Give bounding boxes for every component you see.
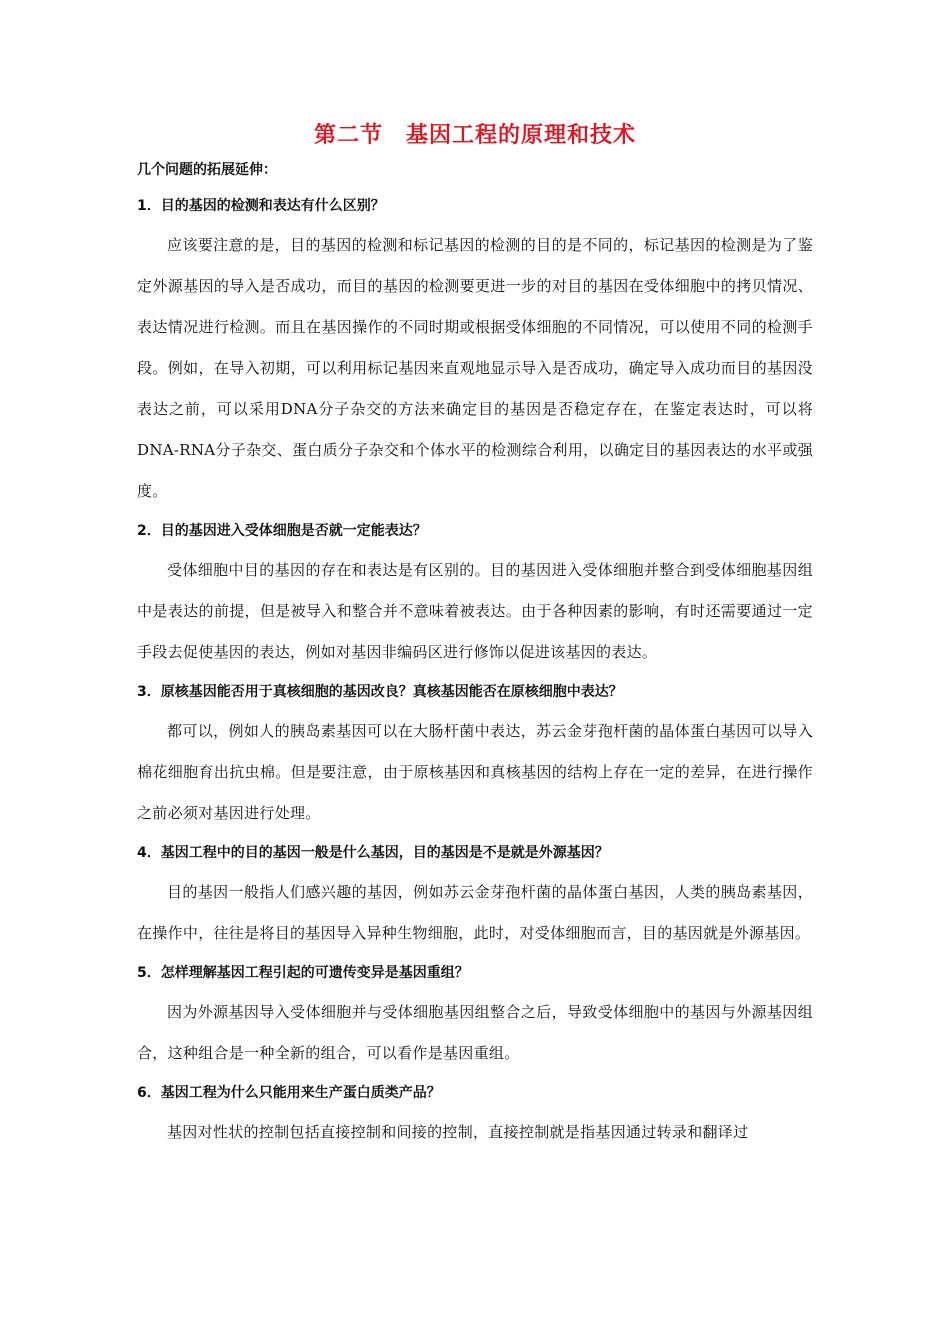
document-body — [137, 154, 813, 1153]
answer-paragraph: 因为外源基因导入受体细胞并与受体细胞基因组整合之后，导致受体细胞中的基因与外源基因组合，这种组合是一种全新的组合，可以看作是基因重组。 — [137, 1003, 813, 1062]
qa-section-1 — [137, 187, 813, 512]
page-title: 第二节 基因工程的原理和技术 — [313, 123, 636, 148]
question-heading: 6．基因工程为什么只能用来生产蛋白质类产品？ — [137, 1085, 441, 1101]
question-heading: 4．基因工程中的目的基因一般是什么基因，目的基因是不是就是外源基因？ — [137, 845, 609, 861]
answer-paragraph: 目的基因一般指人们感兴趣的基因，例如苏云金芽孢杆菌的晶体蛋白基因，人类的胰岛素基因，在操作中，往往是将目的基因导入异种生物细胞，此时，对受体细胞而言，目的基因就是外源基因。 — [137, 883, 813, 942]
answer-paragraph: 都可以，例如人的胰岛素基因可以在大肠杆菌中表达，苏云金芽孢杆菌的晶体蛋白基因可以导入棉花细胞育出抗虫棉。但是要注意，由于原核基因和真核基因的结构上存在一定的差异，在进行操作之前必须对基因进行处理。 — [137, 722, 813, 822]
qa-section-3 — [137, 673, 813, 834]
question-heading: 5．怎样理解基因工程引起的可遗传变异是基因重组？ — [137, 965, 469, 981]
question-heading: 2．目的基因进入受体细胞是否就一定能表达？ — [137, 523, 427, 539]
qa-section-6 — [137, 1074, 813, 1153]
question-heading: 1．目的基因的检测和表达有什么区别？ — [137, 198, 385, 214]
answer-paragraph: 应该要注意的是，目的基因的检测和标记基因的检测的目的是不同的，标记基因的检测是为了鉴定外源基因的导入是否成功，而目的基因的检测要更进一步的对目的基因在受体细胞中的拷贝情况、表达情况进行检测。而且在基因操作的不同时期或根据受体细胞的不同情况，可以使用不同的检测手段。例如，在导入初期，可以利用标记基因来直观地显示导入是否成功，确定导入成功而目的基因没表达之前，可以采用DNA分子杂交的方法来确定目的基因是否稳定存在，在鉴定表达时，可以将DNA-RNA分子杂交、蛋白质分子杂交和个体水平的检测综合利用，以确定目的基因表达的水平或强度。 — [137, 236, 813, 500]
intro-heading: 几个问题的拓展延伸： — [137, 162, 277, 178]
qa-section-4 — [137, 834, 813, 954]
qa-section-2 — [137, 512, 813, 673]
answer-paragraph: 基因对性状的控制包括直接控制和间接的控制，直接控制就是指基因通过转录和翻译过 — [167, 1123, 749, 1141]
answer-paragraph: 受体细胞中目的基因的存在和表达是有区别的。目的基因进入受体细胞并整合到受体细胞基因组中是表达的前提，但是被导入和整合并不意味着被表达。由于各种因素的影响，有时还需要通过一定手段去促使基因的表达，例如对基因非编码区进行修饰以促进该基因的表达。 — [137, 561, 813, 661]
qa-section-5 — [137, 954, 813, 1074]
question-heading: 3．原核基因能否用于真核细胞的基因改良？真核基因能否在原核细胞中表达？ — [137, 684, 623, 700]
